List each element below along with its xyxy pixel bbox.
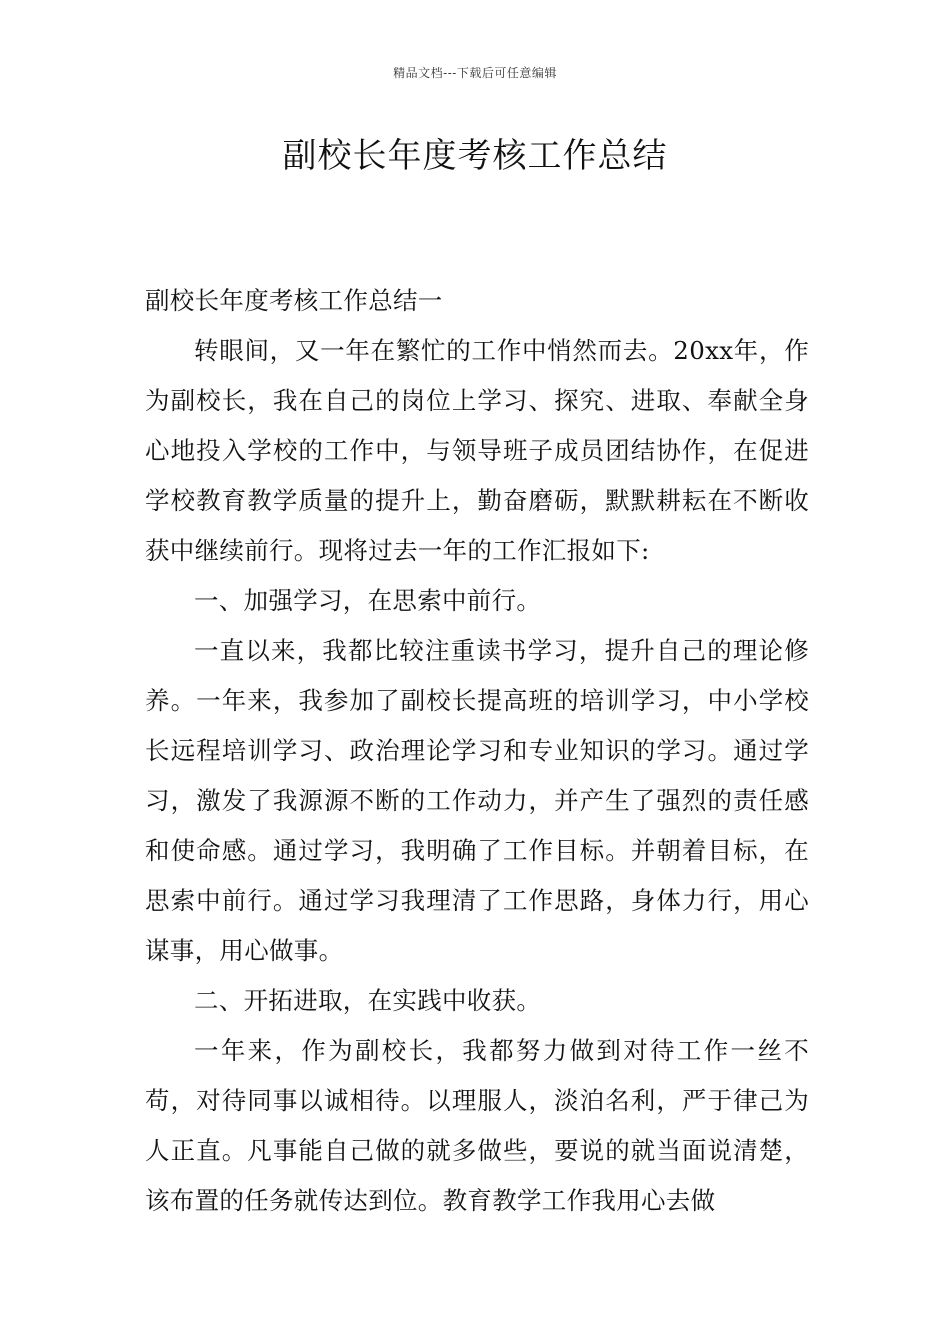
header-note: 精品文档---下载后可任意编辑 [393, 66, 557, 80]
intro-paragraph: 转眼间，又一年在繁忙的工作中悄然而去。20xx年，作为副校长，我在自己的岗位上学习、探究、进取、奉献全身心地投入学校的工作中，与领导班子成员团结协作，在促进学校教育教学质量的提升上，勤奋磨砺，默默耕耘在不断收获中继续前行。现将过去一年的工作汇报如下: [145, 336, 809, 565]
document-body [145, 276, 809, 1226]
document-title: 副校长年度考核工作总结 [282, 136, 668, 176]
section-heading-two: 二、开拓进取，在实践中收获。 [194, 986, 542, 1015]
practice-paragraph: 一年来，作为副校长，我都努力做到对待工作一丝不苟，对待同事以诚相待。以理服人，淡泊名利，严于律己为人正直。凡事能自己做的就多做些，要说的就当面说清楚，该布置的任务就传达到位。教育教学工作我用心去做 [145, 1036, 809, 1215]
section-heading-one: 一、加强学习，在思索中前行。 [194, 586, 542, 615]
study-paragraph: 一直以来，我都比较注重读书学习，提升自己的理论修养。一年来，我参加了副校长提高班的培训学习，中小学校长远程培训学习、政治理论学习和专业知识的学习。通过学习，激发了我源源不断的工作动力，并产生了强烈的责任感和使命感。通过学习，我明确了工作目标。并朝着目标，在思索中前行。通过学习我理清了工作思路，身体力行，用心谋事，用心做事。 [145, 636, 809, 965]
section-heading: 副校长年度考核工作总结一 [145, 286, 443, 315]
